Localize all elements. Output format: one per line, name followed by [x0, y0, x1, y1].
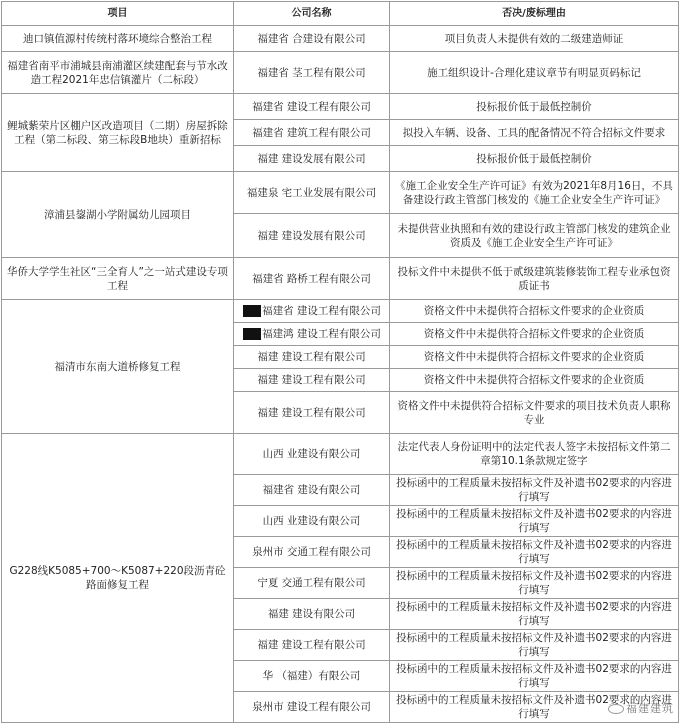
company-cell: 福建省 茎工程有限公司: [234, 52, 390, 94]
company-cell: 福建省 建设有限公司: [234, 475, 390, 506]
project-cell: G228线K5085+700～K5087+220段沥青砼路面修复工程: [2, 434, 234, 723]
company-cell: 福建省 路桥工程有限公司: [234, 258, 390, 300]
reason-cell: 《施工企业安全生产许可证》有效为2021年8月16日，不具备建设行政主管部门核发的《施工企业安全生产许可证》: [390, 172, 679, 214]
company-name: 福建省 建设工程有限公司: [262, 305, 381, 317]
reason-cell: 投标函中的工程质量未按招标文件及补遗书02要求的内容进行填写: [390, 537, 679, 568]
company-cell: 宁夏 交通工程有限公司: [234, 568, 390, 599]
reason-cell: 投标报价低于最低控制价: [390, 146, 679, 172]
project-cell: 迪口镇值源村传统村落环境综合整治工程: [2, 26, 234, 52]
project-cell: 鲤城紫荣片区棚户区改造项目（二期）房屋拆除工程（第二标段、第三标段B地块）重新招标: [2, 94, 234, 172]
header-project: 项目: [2, 2, 234, 26]
reason-cell: 投标文件中未提供不低于贰级建筑装修装饰工程专业承包资质证书: [390, 258, 679, 300]
table-row: [2, 434, 679, 475]
reason-cell: 投标函中的工程质量未按招标文件及补遗书02要求的内容进行填写: [390, 692, 679, 723]
company-cell: [234, 300, 390, 323]
company-cell: 福建 建设有限公司: [234, 599, 390, 630]
watermark-text: 福建建筑: [626, 702, 674, 715]
reason-cell: 未提供营业执照和有效的建设行政主管部门核发的建筑企业资质及《施工企业安全生产许可证》: [390, 214, 679, 258]
reason-cell: 投标函中的工程质量未按招标文件及补遗书02要求的内容进行填写: [390, 661, 679, 692]
reason-cell: 资格文件中未提供符合招标文件要求的企业资质: [390, 369, 679, 392]
company-cell: 福建省 建设工程有限公司: [234, 94, 390, 120]
project-cell: 福清市东南大道桥修复工程: [2, 300, 234, 434]
company-cell: 山西 业建设有限公司: [234, 506, 390, 537]
company-cell: 福建 建设工程有限公司: [234, 369, 390, 392]
reason-cell: 投标报价低于最低控制价: [390, 94, 679, 120]
rejection-table: [1, 1, 679, 723]
company-cell: 福建泉 宅工业发展有限公司: [234, 172, 390, 214]
company-cell: 泉州市 建设工程有限公司: [234, 692, 390, 723]
watermark: [608, 700, 674, 716]
company-cell: 福建 建设发展有限公司: [234, 146, 390, 172]
table-row: [2, 52, 679, 94]
company-cell: 福建省 合建设有限公司: [234, 26, 390, 52]
company-cell: 泉州市 交通工程有限公司: [234, 537, 390, 568]
header-row: [2, 2, 679, 26]
header-company: 公司名称: [234, 2, 390, 26]
redaction-mark: [243, 305, 261, 317]
reason-cell: 法定代表人身份证明中的法定代表人签字未按招标文件第二章第10.1条款规定签字: [390, 434, 679, 475]
project-cell: 华侨大学学生社区“三全育人”之一站式建设专项工程: [2, 258, 234, 300]
table-body: [2, 26, 679, 723]
reason-cell: 施工组织设计-合理化建议章节有明显页码标记: [390, 52, 679, 94]
reason-cell: 投标函中的工程质量未按招标文件及补遗书02要求的内容进行填写: [390, 506, 679, 537]
redaction-mark: [243, 328, 261, 340]
company-cell: 福建 建设发展有限公司: [234, 214, 390, 258]
table-row: [2, 258, 679, 300]
company-name: 福建鸿 建设工程有限公司: [262, 328, 381, 340]
project-cell: 漳浦县鋆湖小学附属幼儿园项目: [2, 172, 234, 258]
wechat-logo-icon: [608, 704, 624, 714]
header-reason: 否决/废标理由: [390, 2, 679, 26]
project-cell: 福建省南平市浦城县南浦灌区续建配套与节水改造工程2021年忠信镇灌片（二标段）: [2, 52, 234, 94]
reason-cell: 项目负责人未提供有效的二级建造师证: [390, 26, 679, 52]
reason-cell: 资格文件中未提供符合招标文件要求的项目技术负责人职称专业: [390, 392, 679, 434]
table-row: [2, 94, 679, 120]
reason-cell: 投标函中的工程质量未按招标文件及补遗书02要求的内容进行填写: [390, 630, 679, 661]
company-cell: 福建省 建筑工程有限公司: [234, 120, 390, 146]
reason-cell: 资格文件中未提供符合招标文件要求的企业资质: [390, 300, 679, 323]
table-row: [2, 300, 679, 323]
reason-cell: 投标函中的工程质量未按招标文件及补遗书02要求的内容进行填写: [390, 599, 679, 630]
reason-cell: 资格文件中未提供符合招标文件要求的企业资质: [390, 323, 679, 346]
table-row: [2, 172, 679, 214]
company-cell: 山西 业建设有限公司: [234, 434, 390, 475]
reason-cell: 投标函中的工程质量未按招标文件及补遗书02要求的内容进行填写: [390, 475, 679, 506]
reason-cell: 拟投入车辆、设备、工具的配备情况不符合招标文件要求: [390, 120, 679, 146]
company-cell: 福建 建设工程有限公司: [234, 630, 390, 661]
reason-cell: 投标函中的工程质量未按招标文件及补遗书02要求的内容进行填写: [390, 568, 679, 599]
reason-cell: 资格文件中未提供符合招标文件要求的企业资质: [390, 346, 679, 369]
company-cell: 华 （福建）有限公司: [234, 661, 390, 692]
company-cell: [234, 323, 390, 346]
table-row: [2, 26, 679, 52]
company-cell: 福建 建设工程有限公司: [234, 346, 390, 369]
company-cell: 福建 建设工程有限公司: [234, 392, 390, 434]
